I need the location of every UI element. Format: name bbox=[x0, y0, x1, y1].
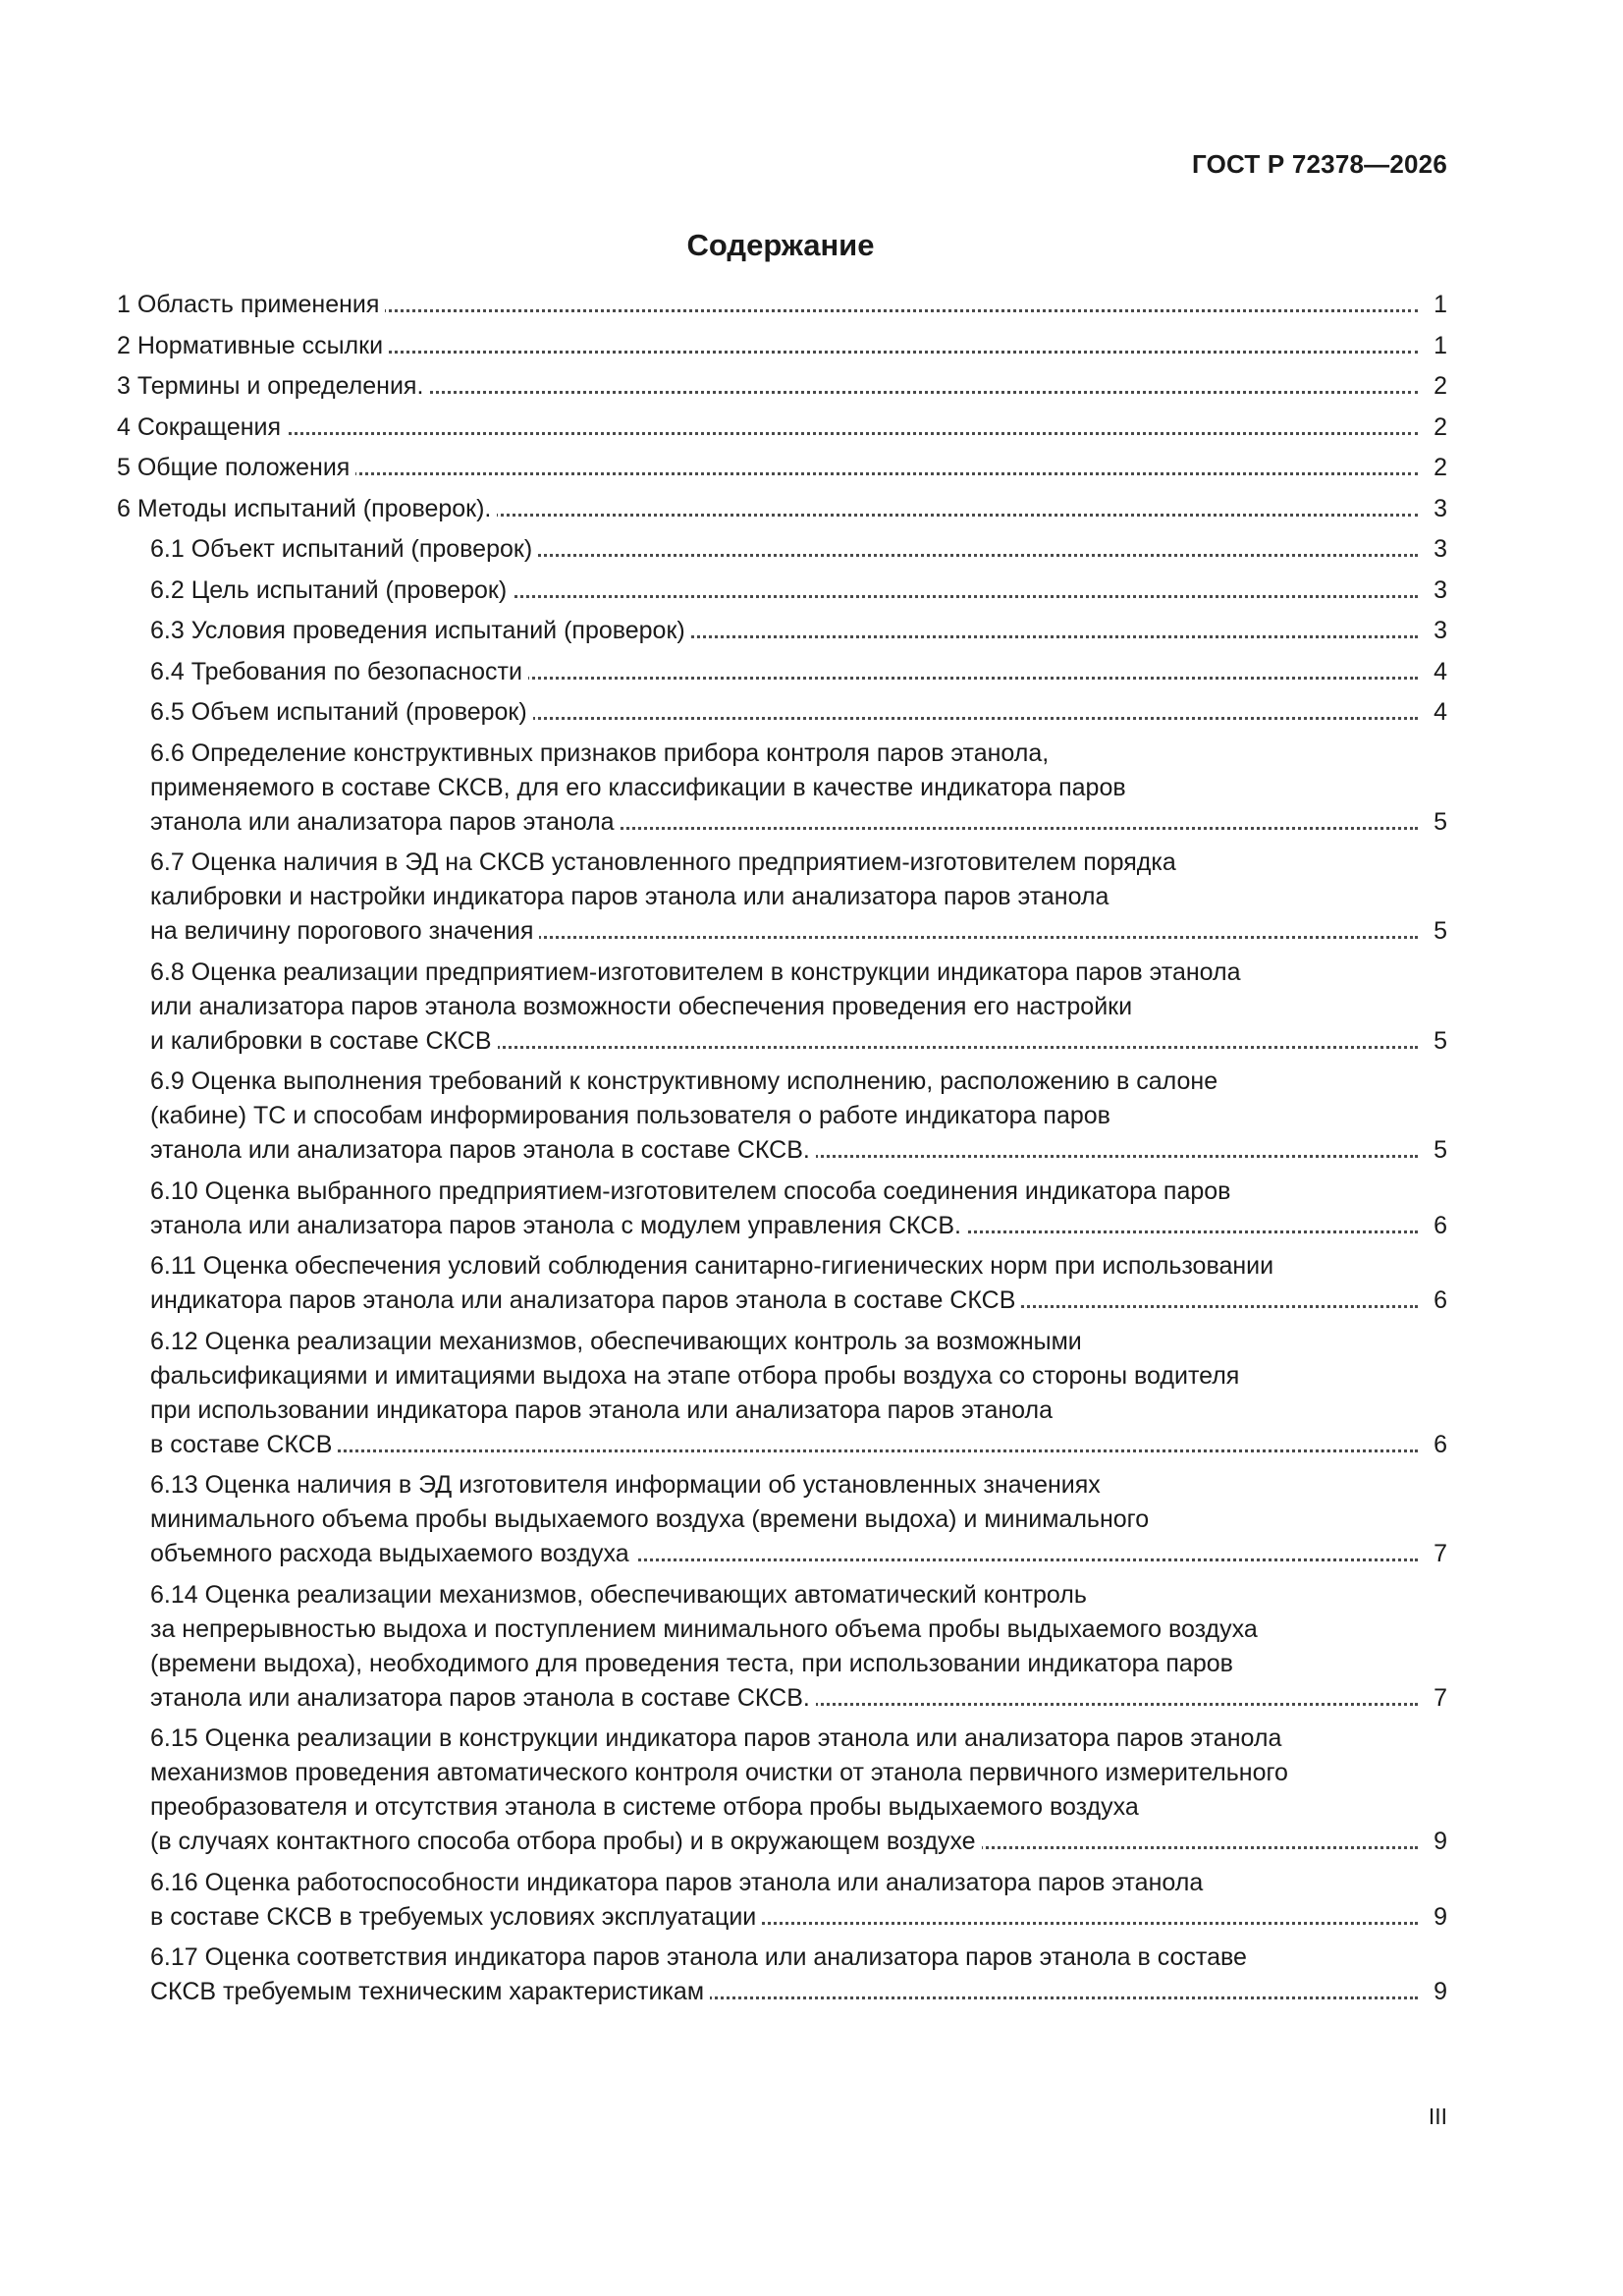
toc-page-number: 5 bbox=[1418, 1024, 1447, 1059]
toc-page-number: 6 bbox=[1418, 1284, 1447, 1318]
toc-entry-text: применяемого в составе СКСВ, для его классификации в качестве индикатора паров bbox=[150, 773, 1126, 801]
toc-entry[interactable] bbox=[150, 1175, 1447, 1243]
toc-entry-last-line bbox=[117, 492, 1418, 526]
toc-entry-last-line bbox=[117, 329, 1418, 363]
toc-entry-text: 4 Сокращения bbox=[117, 413, 287, 441]
toc-entry-text: 6.6 Определение конструктивных признаков прибора контроля паров этанола, bbox=[150, 738, 1050, 767]
toc-page-number: 7 bbox=[1418, 1681, 1447, 1716]
toc-entry-text: 6.14 Оценка реализации механизмов, обеспечивающих автоматический контроль bbox=[150, 1580, 1087, 1609]
toc-entry-text: этанола или анализатора паров этанола в составе СКСВ. bbox=[150, 1136, 816, 1164]
toc-entry-text: 6.11 Оценка обеспечения условий соблюдения санитарно-гигиенических норм при использовании bbox=[150, 1252, 1274, 1280]
toc-entry-text: минимального объема пробы выдыхаемого воздуха (времени выдоха) и минимального bbox=[150, 1505, 1150, 1533]
toc-entry-text: при использовании индикатора паров этанола или анализатора паров этанола bbox=[150, 1395, 1054, 1424]
toc-entry-last-line bbox=[150, 655, 1418, 689]
toc-entry-text: 5 Общие положения bbox=[117, 454, 355, 481]
toc-entry-text: 1 Область применения bbox=[117, 291, 385, 318]
toc-entry[interactable] bbox=[150, 655, 1447, 689]
toc-page-number: 6 bbox=[1418, 1428, 1447, 1462]
toc-entry-text: механизмов проведения автоматического контроля очистки от этанола первичного измерительного bbox=[150, 1759, 1288, 1786]
toc-entry-last-line bbox=[117, 451, 1418, 485]
toc-entry-text: в составе СКСВ в требуемых условиях эксплуатации bbox=[150, 1903, 762, 1931]
toc-page-number: 4 bbox=[1418, 655, 1447, 689]
toc-entry-text: 6.12 Оценка реализации механизмов, обеспечивающих контроль за возможными bbox=[150, 1327, 1082, 1355]
toc-entry-text: индикатора паров этанола или анализатора паров этанола в составе СКСВ bbox=[150, 1286, 1021, 1314]
toc-entry-text: этанола или анализатора паров этанола с модулем управления СКСВ. bbox=[150, 1212, 967, 1239]
toc-entry-text: 6.2 Цель испытаний (проверок) bbox=[150, 576, 513, 604]
toc-entry-text: 6.10 Оценка выбранного предприятием-изготовителем способа соединения индикатора паров bbox=[150, 1176, 1231, 1205]
toc-entry-text: СКСВ требуемым техническим характеристикам bbox=[150, 1978, 710, 2005]
toc-entry[interactable] bbox=[150, 614, 1447, 648]
toc-page-number: 3 bbox=[1418, 614, 1447, 648]
toc-page-number: 5 bbox=[1418, 1133, 1447, 1168]
toc-entry[interactable] bbox=[150, 1578, 1447, 1716]
toc-entry-last-line bbox=[150, 805, 1418, 840]
toc-entry-last-line bbox=[150, 1133, 1418, 1168]
toc-entry[interactable] bbox=[117, 451, 1447, 485]
toc-entry[interactable] bbox=[150, 1866, 1447, 1935]
toc-entry-text: калибровки и настройки индикатора паров этанола или анализатора паров этанола bbox=[150, 883, 1109, 910]
toc-entry[interactable] bbox=[117, 329, 1447, 363]
toc-entry-text: 6.17 Оценка соответствия индикатора паров этанола или анализатора паров этанола в составе bbox=[150, 1943, 1247, 1971]
toc-page-number: 5 bbox=[1418, 914, 1447, 949]
toc-entry-text: 2 Нормативные ссылки bbox=[117, 332, 389, 359]
toc-entry-text: 6.3 Условия проведения испытаний (проверок) bbox=[150, 617, 691, 644]
toc-entry[interactable] bbox=[150, 1941, 1447, 2009]
toc-entry[interactable] bbox=[150, 532, 1447, 567]
toc-entry-text: 6.9 Оценка выполнения требований к конструктивному исполнению, расположению в салоне bbox=[150, 1067, 1218, 1095]
toc-page-number: 4 bbox=[1418, 695, 1447, 730]
toc-entry-last-line bbox=[150, 1284, 1418, 1318]
toc-entry-text: преобразователя и отсутствия этанола в системе отбора пробы выдыхаемого воздуха bbox=[150, 1793, 1139, 1821]
toc-entry-text: объемного расхода выдыхаемого воздуха bbox=[150, 1540, 635, 1567]
toc-entry-text: этанола или анализатора паров этанола bbox=[150, 808, 621, 836]
toc-entry-last-line bbox=[150, 574, 1418, 608]
toc-entry-last-line bbox=[150, 1209, 1418, 1243]
toc-entry-text: 6.15 Оценка реализации в конструкции индикатора паров этанола или анализатора паров этанола bbox=[150, 1724, 1282, 1752]
toc-entry-text: фальсификациями и имитациями выдоха на этапе отбора пробы воздуха со стороны водителя bbox=[150, 1361, 1240, 1390]
toc-entry-text: на величину порогового значения bbox=[150, 917, 539, 945]
toc-entry-text: в составе СКСВ bbox=[150, 1431, 338, 1458]
toc-entry-last-line bbox=[150, 532, 1418, 567]
toc-entry[interactable] bbox=[150, 846, 1447, 949]
toc-entry-text: 6.1 Объект испытаний (проверок) bbox=[150, 535, 538, 563]
toc-entry-last-line bbox=[150, 1900, 1418, 1935]
toc-entry[interactable] bbox=[150, 956, 1447, 1059]
toc-page-number: 2 bbox=[1418, 369, 1447, 404]
toc-page-number: 1 bbox=[1418, 329, 1447, 363]
toc-entry-text: 6.5 Объем испытаний (проверок) bbox=[150, 698, 533, 726]
dot-leader bbox=[150, 1449, 1418, 1452]
toc-entry-last-line bbox=[150, 914, 1418, 949]
toc-entry-last-line bbox=[150, 695, 1418, 730]
toc-entry[interactable] bbox=[150, 1065, 1447, 1168]
toc-entry-last-line bbox=[117, 288, 1418, 322]
table-of-contents bbox=[117, 288, 1447, 2016]
toc-entry-last-line bbox=[150, 614, 1418, 648]
toc-entry[interactable] bbox=[150, 1722, 1447, 1859]
toc-entry-text: или анализатора паров этанола возможности обеспечения проведения его настройки bbox=[150, 992, 1133, 1020]
toc-entry[interactable] bbox=[117, 492, 1447, 526]
toc-entry-last-line bbox=[117, 410, 1418, 445]
document-code: ГОСТ Р 72378—2026 bbox=[1192, 149, 1447, 179]
toc-page-number: 7 bbox=[1418, 1537, 1447, 1571]
toc-entry-text: 6.13 Оценка наличия в ЭД изготовителя информации об установленных значениях bbox=[150, 1471, 1101, 1499]
toc-entry-text: 3 Термины и определения. bbox=[117, 372, 429, 400]
toc-page-number: 3 bbox=[1418, 574, 1447, 608]
toc-page-number: 9 bbox=[1418, 1825, 1447, 1859]
toc-page-number: 3 bbox=[1418, 532, 1447, 567]
toc-entry-last-line bbox=[150, 1681, 1418, 1716]
toc-entry-text: (времени выдоха), необходимого для проведения теста, при использовании индикатора паров bbox=[150, 1649, 1233, 1677]
toc-entry-last-line bbox=[150, 1024, 1418, 1059]
toc-entry-text: и калибровки в составе СКСВ bbox=[150, 1027, 498, 1055]
toc-entry-text: (кабине) ТС и способам информирования пользователя о работе индикатора паров bbox=[150, 1102, 1110, 1129]
toc-entry[interactable] bbox=[150, 1249, 1447, 1318]
toc-entry-text: за непрерывностью выдоха и поступлением минимального объема пробы выдыхаемого воздуха bbox=[150, 1614, 1258, 1643]
toc-entry-text: 6.4 Требования по безопасности bbox=[150, 658, 528, 685]
toc-entry-text: 6.8 Оценка реализации предприятием-изготовителем в конструкции индикатора паров этанола bbox=[150, 957, 1241, 986]
toc-entry-text: 6.7 Оценка наличия в ЭД на СКСВ установленного предприятием-изготовителем порядка bbox=[150, 848, 1176, 876]
toc-page-number: 2 bbox=[1418, 451, 1447, 485]
toc-entry-last-line bbox=[150, 1825, 1418, 1859]
toc-entry[interactable] bbox=[150, 695, 1447, 730]
toc-entry[interactable] bbox=[150, 737, 1447, 840]
dot-leader bbox=[117, 432, 1418, 435]
toc-page-number: 1 bbox=[1418, 288, 1447, 322]
toc-entry-last-line bbox=[150, 1428, 1418, 1462]
toc-page-number: 9 bbox=[1418, 1975, 1447, 2009]
toc-entry-last-line bbox=[150, 1537, 1418, 1571]
toc-entry-text: (в случаях контактного способа отбора пробы) и в окружающем воздухе bbox=[150, 1828, 982, 1855]
toc-entry-text: 6.16 Оценка работоспособности индикатора паров этанола или анализатора паров этанола bbox=[150, 1868, 1204, 1896]
toc-entry-last-line bbox=[150, 1975, 1418, 2009]
toc-page-number: 5 bbox=[1418, 805, 1447, 840]
toc-entry-last-line bbox=[117, 369, 1418, 404]
page-number-footer: III bbox=[1428, 2104, 1447, 2129]
toc-entry[interactable] bbox=[117, 410, 1447, 445]
toc-entry-text: этанола или анализатора паров этанола в составе СКСВ. bbox=[150, 1684, 816, 1712]
toc-entry[interactable] bbox=[150, 1468, 1447, 1571]
toc-page-number: 2 bbox=[1418, 410, 1447, 445]
toc-title: Содержание bbox=[686, 228, 875, 262]
toc-page-number: 9 bbox=[1418, 1900, 1447, 1935]
toc-page-number: 6 bbox=[1418, 1209, 1447, 1243]
toc-entry-text: 6 Методы испытаний (проверок). bbox=[117, 495, 497, 522]
toc-entry[interactable] bbox=[117, 369, 1447, 404]
toc-entry[interactable] bbox=[150, 1325, 1447, 1462]
toc-entry[interactable] bbox=[117, 288, 1447, 322]
toc-entry[interactable] bbox=[150, 574, 1447, 608]
toc-page-number: 3 bbox=[1418, 492, 1447, 526]
